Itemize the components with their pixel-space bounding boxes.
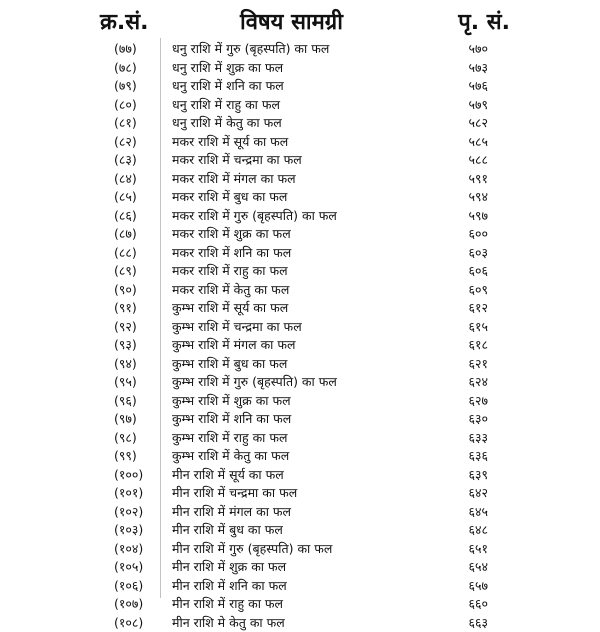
- entry-title: मकर राशि में चन्द्रमा का फल: [172, 151, 302, 170]
- page-number: ६१२: [468, 299, 488, 318]
- page-number: ६४८: [468, 521, 488, 540]
- contents-row: [0, 114, 600, 133]
- page-number: ५७०: [468, 40, 488, 59]
- page-number: ६३९: [468, 466, 488, 485]
- page-number: ६१८: [468, 336, 488, 355]
- entry-title: मकर राशि में सूर्य का फल: [172, 133, 288, 152]
- entry-title: मीन राशि में गुरु (बृहस्पति) का फल: [172, 540, 332, 559]
- page-number: ६०९: [468, 281, 488, 300]
- contents-row: [0, 558, 600, 577]
- contents-row: [0, 59, 600, 78]
- entry-title: मीन राशि में शुक्र का फल: [172, 558, 286, 577]
- page-number: ६००: [468, 225, 488, 244]
- page-number: ६५४: [468, 558, 488, 577]
- serial-number: (७८): [114, 59, 137, 78]
- serial-number: (१०२): [114, 503, 143, 522]
- page-number: ६६०: [468, 595, 488, 614]
- serial-number: (८९): [114, 262, 137, 281]
- contents-row: [0, 614, 600, 632]
- contents-row: [0, 336, 600, 355]
- page-number: ५७३: [468, 59, 488, 78]
- contents-row: [0, 392, 600, 411]
- serial-number: (१०७): [114, 595, 143, 614]
- entry-title: मीन राशि में चन्द्रमा का फल: [172, 484, 297, 503]
- entry-title: कुम्भ राशि में केतु का फल: [172, 447, 289, 466]
- page-number: ६३६: [468, 447, 488, 466]
- page-number: ५८२: [468, 114, 488, 133]
- page-number-heading: पृ. सं.: [458, 6, 510, 36]
- entry-title: मकर राशि में शुक्र का फल: [172, 225, 291, 244]
- entry-title: कुम्भ राशि में गुरु (बृहस्पति) का फल: [172, 373, 337, 392]
- page-number: ६२१: [468, 355, 488, 374]
- contents-row: [0, 355, 600, 374]
- page-number: ६५७: [468, 577, 488, 596]
- page-number: ५९७: [468, 207, 488, 226]
- page-number: ६२४: [468, 373, 488, 392]
- entry-title: धनु राशि में शुक्र का फल: [172, 59, 283, 78]
- serial-number: (१००): [114, 466, 143, 485]
- serial-number: (१०३): [114, 521, 143, 540]
- entry-title: मीन राशि में सूर्य का फल: [172, 466, 284, 485]
- contents-row: [0, 207, 600, 226]
- contents-row: [0, 281, 600, 300]
- contents-row: [0, 595, 600, 614]
- entry-title: कुम्भ राशि में बुध का फल: [172, 355, 287, 374]
- entry-title: धनु राशि में गुरु (बृहस्पति) का फल: [172, 40, 329, 59]
- page-number: ६४२: [468, 484, 488, 503]
- contents-row: [0, 410, 600, 429]
- contents-row: [0, 244, 600, 263]
- serial-number: (९८): [114, 429, 137, 448]
- page-number: ६०६: [468, 262, 488, 281]
- entry-title: मकर राशि में शनि का फल: [172, 244, 291, 263]
- contents-row: [0, 225, 600, 244]
- entry-title: कुम्भ राशि में चन्द्रमा का फल: [172, 318, 302, 337]
- serial-number: (७९): [114, 77, 137, 96]
- page-number: ६६३: [468, 614, 488, 632]
- contents-row: [0, 262, 600, 281]
- page-number: ६१५: [468, 318, 488, 337]
- entry-title: मीन राशि में शनि का फल: [172, 577, 287, 596]
- serial-number-heading: क्र.सं.: [100, 6, 148, 36]
- page-number: ५८८: [468, 151, 488, 170]
- entry-title: मीन राशि में राहु का फल: [172, 595, 283, 614]
- serial-number: (९७): [114, 410, 137, 429]
- contents-row: [0, 373, 600, 392]
- contents-row: [0, 521, 600, 540]
- serial-number: (९०): [114, 281, 137, 300]
- serial-number: (९५): [114, 373, 137, 392]
- entry-title: मीन राशि मे केतु का फल: [172, 614, 285, 632]
- subject-heading: विषय सामग्री: [240, 6, 343, 36]
- page-number: ५७९: [468, 96, 488, 115]
- entry-title: मकर राशि में गुरु (बृहस्पति) का फल: [172, 207, 337, 226]
- contents-row: [0, 318, 600, 337]
- contents-row: [0, 170, 600, 189]
- entry-title: मकर राशि में केतु का फल: [172, 281, 289, 300]
- contents-row: [0, 96, 600, 115]
- contents-row: [0, 77, 600, 96]
- contents-list: [0, 40, 600, 632]
- serial-number: (८७): [114, 225, 137, 244]
- contents-row: [0, 188, 600, 207]
- entry-title: धनु राशि में राहु का फल: [172, 96, 280, 115]
- serial-number: (९९): [114, 447, 137, 466]
- entry-title: मीन राशि में मंगल का फल: [172, 503, 291, 522]
- contents-row: [0, 540, 600, 559]
- serial-number: (८८): [114, 244, 137, 263]
- serial-number: (७७): [114, 40, 137, 59]
- entry-title: कुम्भ राशि में मंगल का फल: [172, 336, 296, 355]
- contents-row: [0, 577, 600, 596]
- entry-title: मकर राशि में मंगल का फल: [172, 170, 296, 189]
- entry-title: मकर राशि में बुध का फल: [172, 188, 287, 207]
- contents-row: [0, 503, 600, 522]
- serial-number: (१०८): [114, 614, 143, 632]
- page-number: ६३०: [468, 410, 488, 429]
- serial-number: (९२): [114, 318, 137, 337]
- contents-row: [0, 40, 600, 59]
- contents-row: [0, 133, 600, 152]
- entry-title: धनु राशि में शनि का फल: [172, 77, 284, 96]
- page-number: ६४५: [468, 503, 488, 522]
- serial-number: (१०४): [114, 540, 143, 559]
- page-number: ५७६: [468, 77, 488, 96]
- serial-number: (८६): [114, 207, 137, 226]
- serial-number: (८१): [114, 114, 137, 133]
- page-number: ६५१: [468, 540, 488, 559]
- serial-number: (१०५): [114, 558, 143, 577]
- contents-row: [0, 466, 600, 485]
- serial-number: (८०): [114, 96, 137, 115]
- entry-title: कुम्भ राशि में शुक्र का फल: [172, 392, 291, 411]
- serial-number: (९३): [114, 336, 137, 355]
- entry-title: धनु राशि में केतु का फल: [172, 114, 282, 133]
- page-number: ५९४: [468, 188, 488, 207]
- page-number: ६३३: [468, 429, 488, 448]
- serial-number: (८२): [114, 133, 137, 152]
- contents-row: [0, 484, 600, 503]
- contents-row: [0, 429, 600, 448]
- page-number: ६२७: [468, 392, 488, 411]
- serial-number: (९१): [114, 299, 137, 318]
- contents-header: [0, 6, 600, 34]
- page-number: ५९१: [468, 170, 488, 189]
- contents-row: [0, 447, 600, 466]
- entry-title: कुम्भ राशि में राहु का फल: [172, 429, 288, 448]
- serial-number: (८५): [114, 188, 137, 207]
- contents-row: [0, 151, 600, 170]
- serial-number: (८३): [114, 151, 137, 170]
- entry-title: मकर राशि में राहु का फल: [172, 262, 288, 281]
- serial-number: (९६): [114, 392, 137, 411]
- page-number: ६०३: [468, 244, 488, 263]
- serial-number: (८४): [114, 170, 137, 189]
- entry-title: कुम्भ राशि में सूर्य का फल: [172, 299, 288, 318]
- serial-number: (९४): [114, 355, 137, 374]
- page-number: ५८५: [468, 133, 488, 152]
- serial-number: (१०१): [114, 484, 143, 503]
- entry-title: कुम्भ राशि में शनि का फल: [172, 410, 291, 429]
- serial-number: (१०६): [114, 577, 143, 596]
- contents-row: [0, 299, 600, 318]
- entry-title: मीन राशि में बुध का फल: [172, 521, 283, 540]
